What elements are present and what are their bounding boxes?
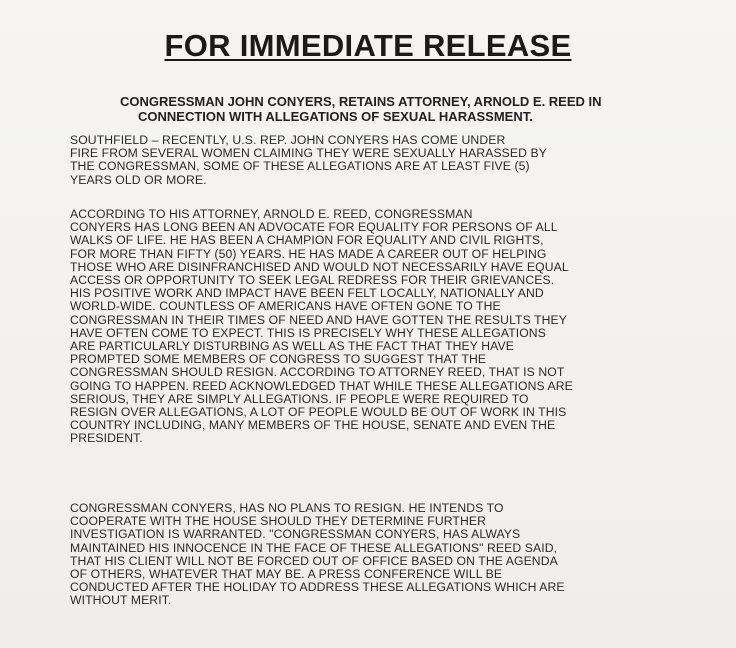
headline-line-1: CONGRESSMAN JOHN CONYERS, RETAINS ATTORNEY, ARNOLD E. REED IN: [120, 94, 602, 109]
paragraph-1: SOUTHFIELD – RECENTLY, U.S. REP. JOHN CONYERS HAS COME UNDER FIRE FROM SEVERAL WOMEN CLAIMING THEY WERE SEXUALLY HARASSED BY THE CONGRESSMAN, SOME OF THESE ALLEGATIONS ARE AT LEAST FIVE (5) YEARS OLD OR MORE.: [70, 133, 547, 187]
paragraph-3: CONGRESSMAN CONYERS, HAS NO PLANS TO RESIGN. HE INTENDS TO COOPERATE WITH THE HOUSE SHOULD THEY DETERMINE FURTHER INVESTIGATION IS WARRANTED. "CONGRESSMAN CONYERS, HAS ALWAYS MAINTAINED HIS INNOCENCE IN THE FACE OF THESE ALLEGATIONS" REED SAID, THAT HIS CLIENT WILL NOT BE FORCED OUT OF OFFICE BASED ON THE AGENDA OF OTHERS, WHATEVER THAT MAY BE. A PRESS CONFERENCE WILL BE CONDUCTED AFTER THE HOLIDAY TO ADDRESS THESE ALLEGATIONS WHICH ARE WITHOUT MERIT.: [70, 501, 565, 608]
headline-line-2: CONNECTION WITH ALLEGATIONS OF SEXUAL HARASSMENT.: [138, 109, 533, 124]
headline: [120, 94, 640, 124]
paragraph-2: ACCORDING TO HIS ATTORNEY, ARNOLD E. REED, CONGRESSMAN CONYERS HAS LONG BEEN AN ADVOCATE FOR EQUALITY FOR PERSONS OF ALL WALKS OF LIFE. HE HAS BEEN A CHAMPION FOR EQUALITY AND CIVIL RIGHTS, FOR MORE THAN FIFTY (50) YEARS. HE HAS MADE A CAREER OUT OF HELPING THOSE WHO ARE DISINFRANCHISED AND WOULD NOT NECESSARILY HAVE EQUAL ACCESS OR OPPORTUNITY TO SEEK LEGAL REDRESS FOR THEIR GRIEVANCES. HIS POSITIVE WORK AND IMPACT HAVE BEEN FELT LOCALLY, NATIONALLY AND WORLD-WIDE. COUNTLESS OF AMERICANS HAVE OFTEN GONE TO THE CONGRESSMAN IN THEIR TIMES OF NEED AND HAVE GOTTEN THE RESULTS THEY HAVE OFTEN COME TO EXPECT. THIS IS PRECISELY WHY THESE ALLEGATIONS ARE PARTICULARLY DISTURBING AS WELL AS THE FACT THAT THEY HAVE PROMPTED SOME MEMBERS OF CONGRESS TO SUGGEST THAT THE CONGRESSMAN SHOULD RESIGN. ACCORDING TO ATTORNEY REED, THAT IS NOT GOING TO HAPPEN. REED ACKNOWLEDGED THAT WHILE THESE ALLEGATIONS ARE SERIOUS, THEY ARE SIMPLY ALLEGATIONS. IF PEOPLE WERE REQUIRED TO RESIGN OVER ALLEGATIONS, A LOT OF PEOPLE WOULD BE OUT OF WORK IN THIS COUNTRY INCLUDING, MANY MEMBERS OF THE HOUSE, SENATE AND EVEN THE PRESIDENT.: [70, 207, 573, 446]
release-title: FOR IMMEDIATE RELEASE: [164, 28, 572, 63]
